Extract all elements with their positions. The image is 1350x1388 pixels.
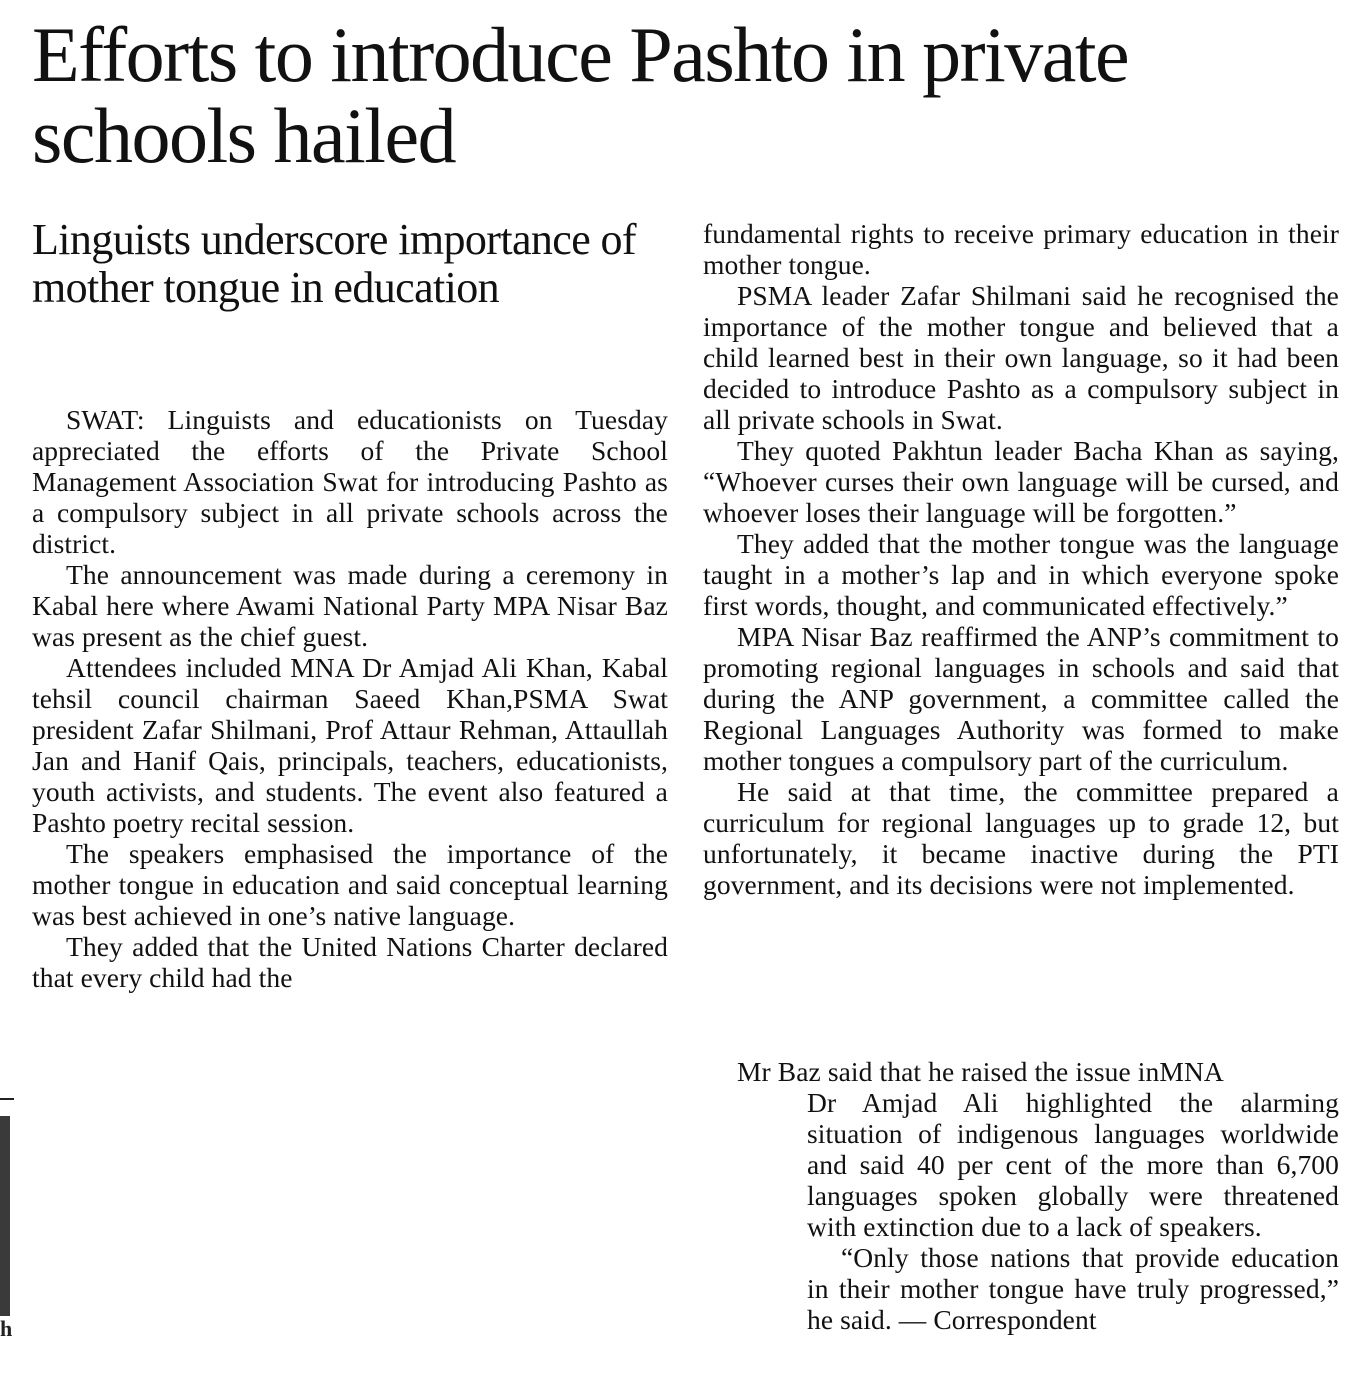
divider bbox=[0, 1098, 14, 1100]
paragraph: Attendees included MNA Dr Amjad Ali Khan, Kabal tehsil council chairman Saeed Khan,PSMA Swat president Zafar Shilmani, Prof Attaur Rehman, Attaullah Jan and Hanif Qais, principals, teachers, educationists, youth activists, and students. The event also featured a Pashto poetry recital session. bbox=[32, 652, 668, 838]
article-column-right-inset bbox=[703, 1056, 1339, 1335]
paragraph: The announcement was made during a ceremony in Kabal here where Awami National Party MPA Nisar Baz was present as the chief guest. bbox=[32, 559, 668, 652]
headline: Efforts to introduce Pashto in private schools hailed bbox=[32, 11, 1129, 179]
paragraph: They quoted Pakhtun leader Bacha Khan as saying, “Whoever curses their own language will be cursed, and whoever loses their language will be forgotten.” bbox=[703, 435, 1339, 528]
paragraph: The speakers emphasised the importance of the mother tongue in education and said conceptual learning was best achieved in one’s native language. bbox=[32, 838, 668, 931]
subheadline: Linguists underscore importance of mother tongue in education bbox=[32, 215, 636, 312]
paragraph: Dr Amjad Ali highlighted the alarming situation of indigenous languages worldwide and said 40 per cent of the more than 6,700 languages spoken globally were threatened with extinction due to a lack of speakers. bbox=[807, 1087, 1339, 1242]
article-column-right bbox=[703, 218, 1339, 1070]
paragraph: They added that the United Nations Charter declared that every child had the bbox=[32, 931, 668, 993]
adjacent-article-fragment bbox=[0, 1098, 14, 1388]
paragraph: They added that the mother tongue was the language taught in a mother’s lap and in which everyone spoke first words, thought, and communicated effectively.” bbox=[703, 528, 1339, 621]
closing-quote: “Only those nations that provide education in their mother tongue have truly progressed,” he said. — Correspondent bbox=[807, 1242, 1339, 1335]
paragraph-lead: Mr Baz said that he raised the issue inMNA bbox=[737, 1056, 1224, 1087]
paragraph: SWAT: Linguists and educationists on Tuesday appreciated the efforts of the Private School Management Association Swat for introducing Pashto as a compulsory subject in all private schools across the district. bbox=[32, 404, 668, 559]
paragraph: He said at that time, the committee prepared a curriculum for regional languages up to grade 12, but unfortunately, it became inactive during the PTI government, and its decisions were not implemented. bbox=[703, 776, 1339, 900]
article-column-left bbox=[32, 404, 668, 1084]
cropped-image-fragment bbox=[0, 1116, 10, 1316]
paragraph: MPA Nisar Baz reaffirmed the ANP’s commitment to promoting regional languages in schools and said that during the ANP government, a committee called the Regional Languages Authority was formed to make mother tongues a compulsory part of the curriculum. bbox=[703, 621, 1339, 776]
adjacent-text-fragment: h bbox=[0, 1316, 13, 1341]
paragraph: fundamental rights to receive primary education in their mother tongue. bbox=[703, 218, 1339, 280]
inset-block bbox=[807, 1087, 1339, 1335]
paragraph: PSMA leader Zafar Shilmani said he recognised the importance of the mother tongue and believed that a child learned best in their own language, so it had been decided to introduce Pashto as a compulsory subject in all private schools in Swat. bbox=[703, 280, 1339, 435]
